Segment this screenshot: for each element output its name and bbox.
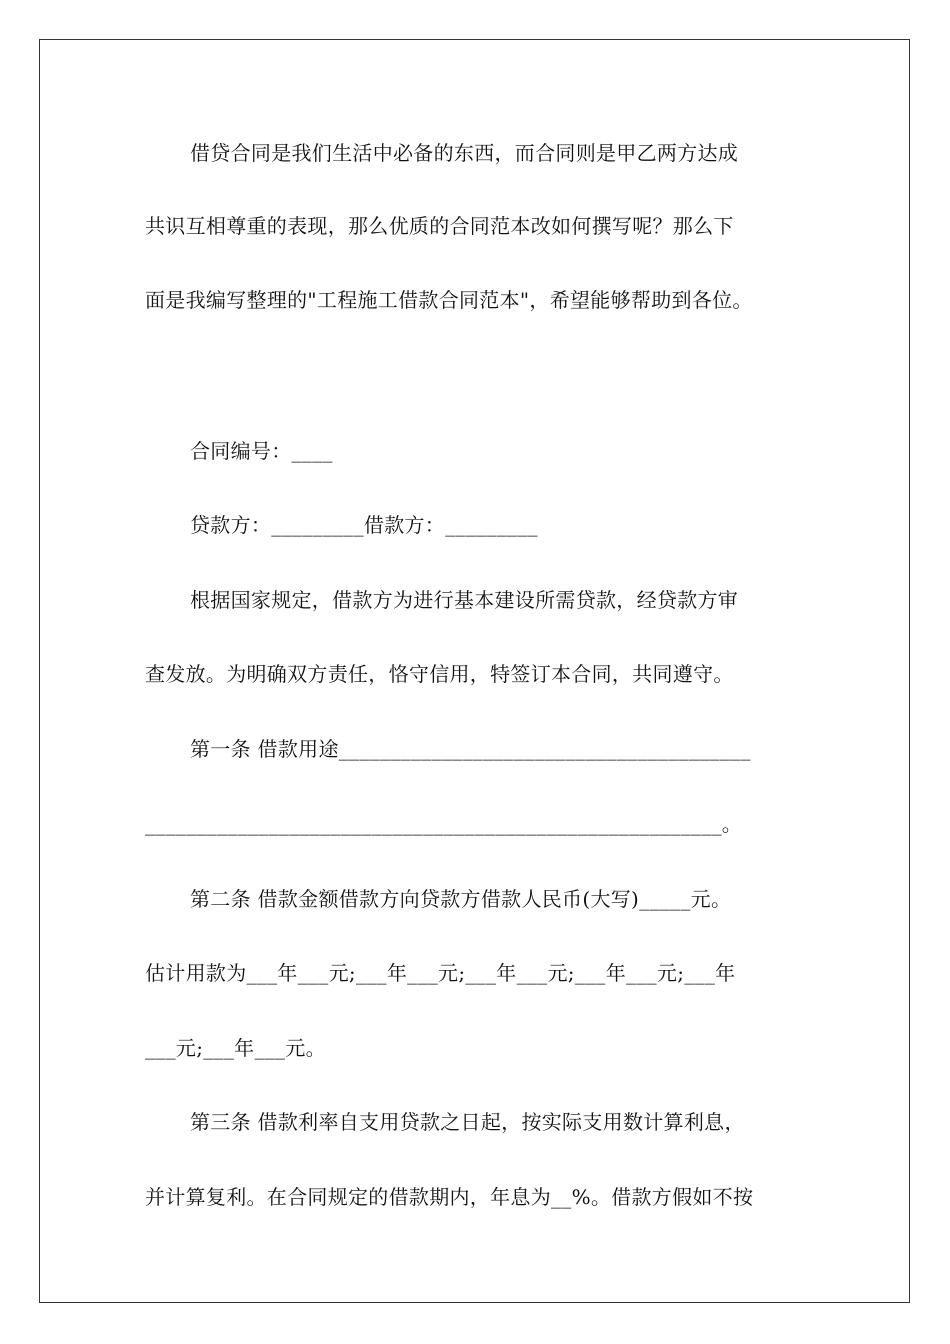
article-2-line-1: 第二条 借款金额借款方向贷款方借款人民币(大写)_____元。 bbox=[190, 887, 732, 911]
contract-number: 合同编号：____ bbox=[190, 439, 333, 463]
intro-line-2: 共识互相尊重的表现，那么优质的合同范本改如何撰写呢？那么下 bbox=[145, 214, 734, 238]
article-2-line-3: ___元;___年___元。 bbox=[145, 1036, 326, 1060]
article-1-line-2: ________________________________________________________。 bbox=[145, 812, 743, 836]
preamble-line-1: 根据国家规定，借款方为进行基本建设所需贷款，经贷款方审 bbox=[190, 588, 739, 612]
article-3-line-2: 并计算复利。在合同规定的借款期内，年息为__%。借款方假如不按 bbox=[145, 1185, 754, 1209]
article-3-line-1: 第三条 借款利率自支用贷款之日起，按实际支用数计算利息， bbox=[190, 1110, 745, 1134]
preamble-line-2: 查发放。为明确双方责任，恪守信用，特签订本合同，共同遵守。 bbox=[145, 662, 734, 686]
article-1-line-1: 第一条 借款用途________________________________________ bbox=[190, 737, 751, 761]
intro-line-3: 面是我编写整理的"工程施工借款合同范本"，希望能够帮助到各位。 bbox=[145, 288, 753, 312]
intro-line-1: 借贷合同是我们生活中必备的东西，而合同则是甲乙两方达成 bbox=[190, 141, 739, 165]
article-2-line-2: 估计用款为___年___元;___年___元;___年___元;___年___元;___年 bbox=[145, 961, 736, 985]
contract-parties: 贷款方：_________借款方：_________ bbox=[190, 513, 538, 537]
